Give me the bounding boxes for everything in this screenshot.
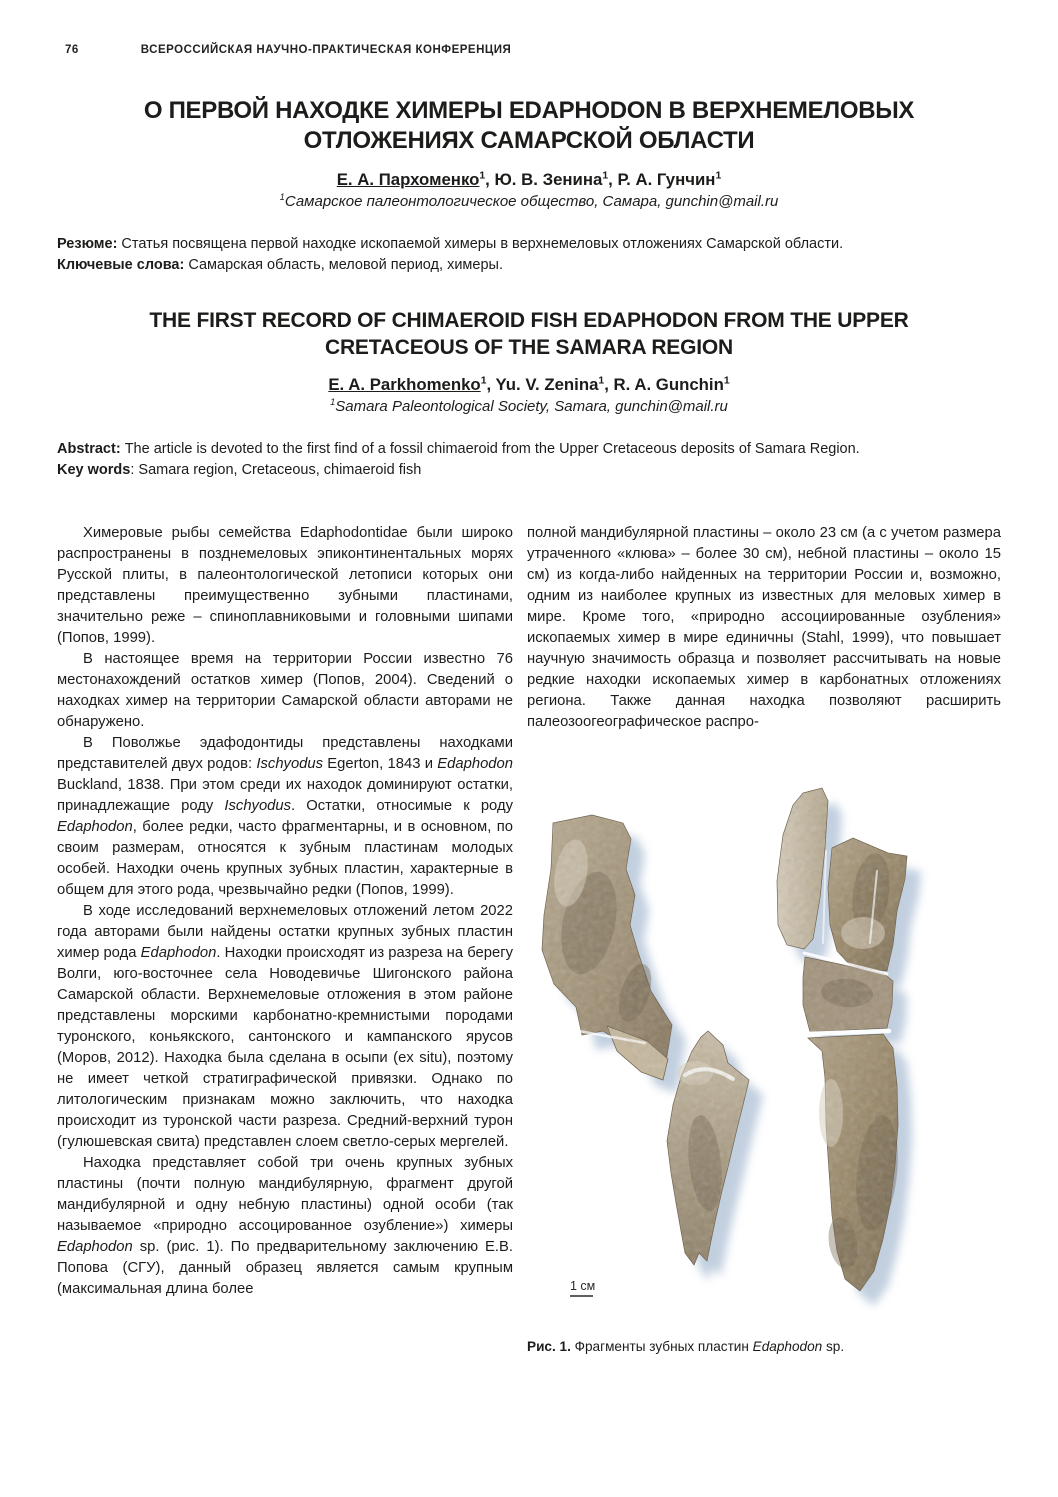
paragraph: В Поволжье эдафодонтиды представлены находками представителей двух родов: Ischyodus Egerton, 1843 и Edaphodon Buckland, 1838. При этом среди их находок доминируют остатки, принадлежащие роду Ischyodus. Остатки, относимые к роду Edaphodon, более редки, часто фрагментарны, и в основном, по своим размерам, относятся к зубным пластинам молодых особей. Находки очень крупных зубных пластин, характерные в общем для этого рода, чрезвычайно редки (Попов, 1999). (57, 735, 513, 899)
page-number: 76 (65, 44, 79, 56)
paragraph: В ходе исследований верхнемеловых отложений летом 2022 года авторами были найдены остатки крупных зубных пластин химер рода Edaphodon. Находки происходят из разреза на берегу Волги, юго-восточнее села Новодевичье Шигонского района Самарской области. Верхнемеловые отложения в этом районе представлены морскими карбонатно-кремнистыми породами туронского, коньякского, сантонского и кампанского ярусов (Моров, 2012). Находка была сделана в осыпи (ex situ), поэтому не имеет четкой стратиграфической привязки. Однако по литологическим признакам можно заключить, что находка происходит из туронской части разреза. Средний-верхний турон (гулюшевская свита) представлен слоем светло-серых мергелей. (57, 903, 514, 1151)
authors-en: E. A. Parkhomenko$^1$, Yu. V. Zenina$^1$, R. A. Gunchin$^1$ (328, 375, 730, 395)
authors-ru: Е. А. Пархоменко$^1$, Ю. В. Зенина$^1$, Р. А. Гунчин$^1$ (336, 170, 722, 190)
article-title-ru: О ПЕРВОЙ НАХОДКЕ ХИМЕРЫ EDAPHODON В ВЕРХНЕМЕЛОВЫХ ОТЛОЖЕНИЯХ САМАРСКОЙ ОБЛАСТИ (143, 97, 915, 155)
left-column (57, 523, 513, 1356)
summary-ru: Резюме: Статья посвящена первой находке ископаемой химеры в верхнемеловых отложениях Самарской области. (57, 236, 844, 253)
article-content (57, 96, 1001, 1356)
figure-1 (527, 743, 1001, 1356)
summary-block-ru (57, 234, 1001, 276)
affiliation-en: $^1$Samara Paleontological Society, Samara, gunchin@mail.ru (330, 397, 728, 416)
two-column-body (57, 523, 1001, 1356)
abstract-en: Abstract: The article is devoted to the first find of a fossil chimaeroid from the Upper Cretaceous deposits of Samara Region. (57, 441, 860, 458)
paragraph: полной мандибулярной пластины – около 23 см (а с учетом размера утраченного «клюва» – более 30 см), небной пластины – около 15 см) из когда-либо найденных на территории России и, возможно, одним из наиболее крупных из известных для меловых химер в мире. Кроме того, «природно ассоциированные озубления» ископаемых химер в мире единичны (Stahl, 1999), что повышает научную значимость образца и позволяет рассчитывать на новые редкие находки ископаемых химер в карбонатных отложениях региона. Также данная находка позволяют расширить палеозоогеографическое распро- (527, 525, 1001, 731)
running-head-title: ВСЕРОССИЙСКАЯ НАУЧНО-ПРАКТИЧЕСКАЯ КОНФЕРЕНЦИЯ (140, 44, 512, 56)
right-column (527, 523, 1001, 1356)
paragraph: В настоящее время на территории России известно 76 местонахождений остатков химер (Попов, 2004). Сведений о находках химер на территории Самарской области авторами не обнаружено. (57, 651, 513, 731)
fossil-photo (527, 743, 1001, 1329)
paragraph: Химеровые рыбы семейства Edaphodontidae были широко распространены в позднемеловых эпиконтинентальных морях Русской плиты, в палеонтологической летописи которых они представлены преимущественно зубными пластинами, значительно реже – спиноплавниковыми и головными шипами (Попов, 1999). (57, 525, 513, 647)
figure-caption: Рис. 1. Фрагменты зубных пластин Edaphodon sp. (527, 1339, 845, 1355)
scale-bar-label: 1 см (570, 1279, 596, 1294)
keywords-en: Key words: Samara region, Cretaceous, chimaeroid fish (57, 462, 422, 479)
keywords-ru: Ключевые слова: Самарская область, меловой период, химеры. (57, 257, 503, 274)
article-title-en: THE FIRST RECORD OF CHIMAEROID FISH EDAPHODON FROM THE UPPER CRETACEOUS OF THE SAMARA REGION (149, 308, 909, 359)
paragraph: Находка представляет собой три очень крупных зубных пластины (почти полную мандибулярную, фрагмент другой мандибулярной и одну небную пластины) одной особи (так называемое «природно ассоцированное озубление») химеры Edaphodon sp. (рис. 1). По предварительному заключению Е.В. Попова (СГУ), данный образец является самым крупным (максимальная длина более (57, 1155, 513, 1298)
running-header (65, 44, 993, 56)
abstract-block-en (57, 439, 1001, 481)
affiliation-ru: $^1$Самарское палеонтологическое общество, Самара, gunchin@mail.ru (279, 192, 779, 211)
